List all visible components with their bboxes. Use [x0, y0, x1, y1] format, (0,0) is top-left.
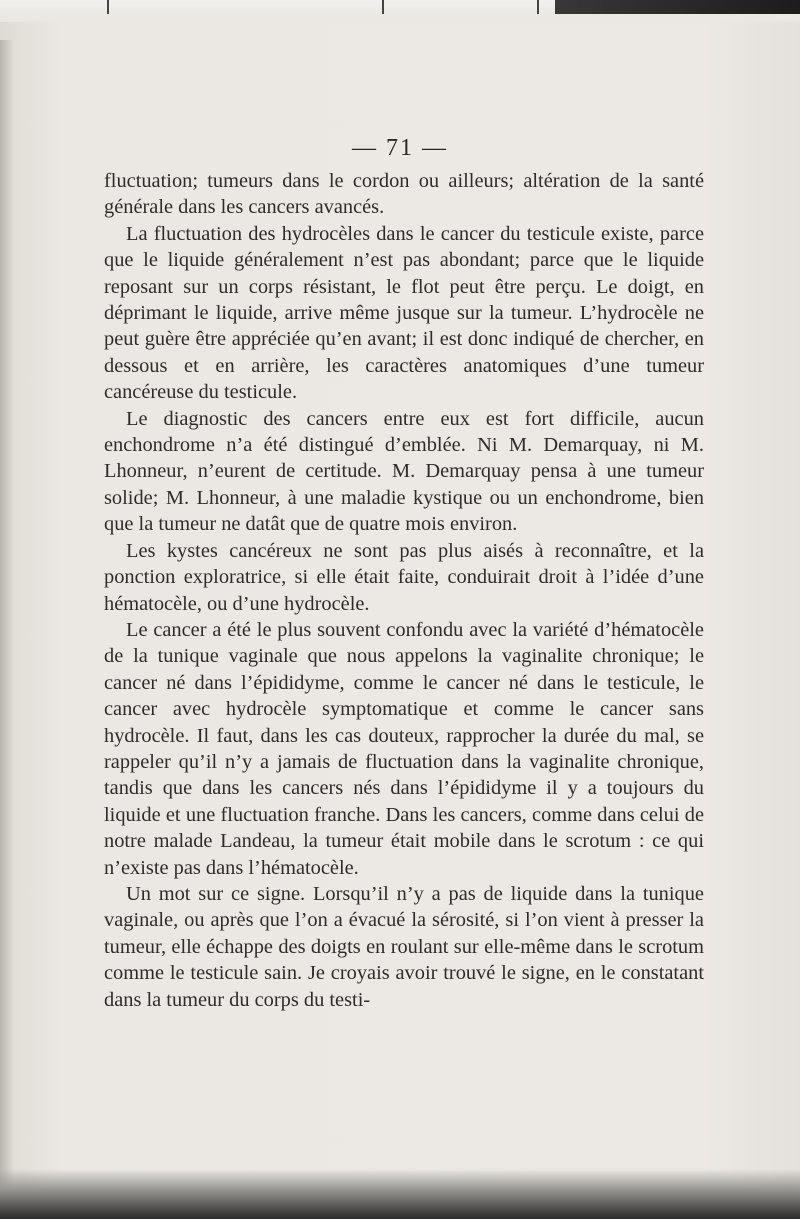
top-binding-dark-band: [555, 0, 800, 14]
page-bottom-shadow: [0, 1169, 800, 1219]
paragraph: Le diagnostic des cancers entre eux est fort difficile, aucun enchondrome n’a été distingué d’emblée. Ni M. Demarquay, ni M. Lhonneur, n’eurent de certitude. M. Demarquay pensa à une tumeur solide; M. Lhonneur, à une maladie kystique ou un enchondrome, bien que la tumeur ne datât que de quatre mois environ.: [104, 407, 704, 536]
page-left-shadow: [0, 40, 14, 1219]
page-number: — 71 —: [352, 135, 448, 161]
top-binding-rule-middle: [382, 0, 384, 14]
paragraph: fluctuation; tumeurs dans le cordon ou ailleurs; altération de la santé générale dans les cancers avancés.: [104, 170, 704, 219]
paragraph: Les kystes cancéreux ne sont pas plus aisés à reconnaître, et la ponction exploratrice, si elle était faite, conduirait droit à l’idée d’une hématocèle, ou d’une hydrocèle.: [104, 539, 704, 615]
paragraph: Un mot sur ce signe. Lorsqu’il n’y a pas de liquide dans la tunique vaginale, ou après que l’on a évacué la sérosité, si l’on vient à presser la tumeur, elle échappe des doigts en roulant sur elle-même dans le scrotum comme le testicule sain. Je croyais avoir trouvé le signe, en le constatant dans la tumeur du corps du testi-: [104, 882, 704, 1011]
paragraph: La fluctuation des hydrocèles dans le cancer du testicule existe, parce que le liquide généralement n’est pas abondant; parce que le liquide reposant sur un corps résistant, le flot peut être perçu. Le doigt, en déprimant le liquide, arrive même jusque sur la tumeur. L’hydrocèle ne peut guère être appréciée qu’en avant; il est donc indiqué de chercher, en dessous et en arrière, les caractères anatomiques d’une tumeur cancéreuse du testicule.: [104, 222, 704, 404]
top-binding-rule-left: [107, 0, 109, 14]
paragraph: Le cancer a été le plus souvent confondu avec la variété d’hématocèle de la tunique vaginale que nous appelons la vaginalite chronique; le cancer né dans l’épididyme, comme le cancer né dans le testicule, le cancer avec hydrocèle symptomatique et comme le cancer sans hydrocèle. Il faut, dans les cas douteux, rapprocher la durée du mal, se rappeler qu’il n’y a jamais de fluctuation dans la vaginalite chronique, tandis que dans les cancers nés dans l’épididyme il y a toujours du liquide et une fluctuation franche. Dans les cancers, comme dans celui de notre malade Landeau, la tumeur était mobile dans le scrotum : ce qui n’existe pas dans l’hématocèle.: [104, 618, 704, 879]
top-binding-rule-right: [537, 0, 539, 14]
body-text: [104, 168, 704, 1013]
